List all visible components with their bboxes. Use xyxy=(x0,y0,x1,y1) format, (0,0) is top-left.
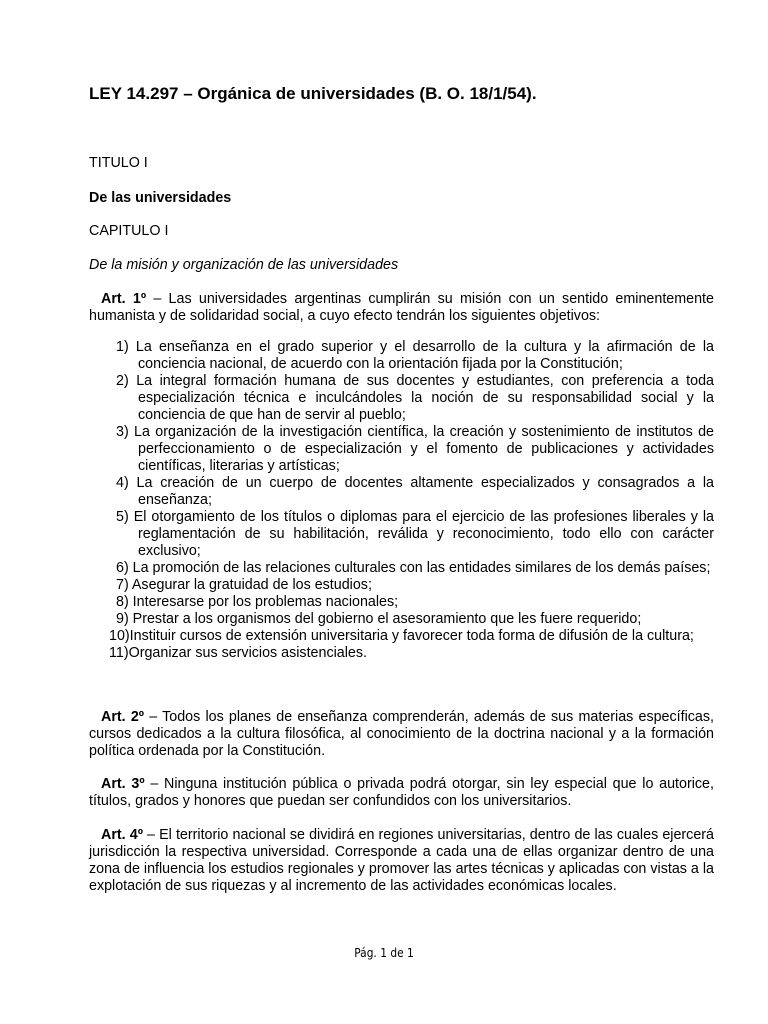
list-item: 4) La creación de un cuerpo de docentes altamente especializados y consagrados a la enseñanza; xyxy=(116,475,714,508)
titulo-name: De las universidades xyxy=(89,190,232,206)
titulo-heading: TITULO I xyxy=(89,155,148,171)
article-4-text: – El territorio nacional se dividirá en regiones universitarias, dentro de las cuales ejercerá jurisdicción la respectiva universidad. Corresponde a cada una de ellas organizar dentro de una zona de influencia los estudios regionales y promover las artes técnicas y aplicadas con vistas a la explotación de sus riquezas y al incremento de las actividades económicas locales. xyxy=(89,827,714,894)
article-1 xyxy=(89,291,714,325)
article-2-label: Art. 2º xyxy=(101,709,144,725)
capitulo-name: De la misión y organización de las universidades xyxy=(89,257,399,273)
list-item: 2) La integral formación humana de sus docentes y estudiantes, con preferencia a toda especialización técnica e inculcándoles la noción de su responsabilidad social y la conciencia de que han de servir al pueblo; xyxy=(116,373,714,423)
article-4-label: Art. 4º xyxy=(101,827,143,843)
list-item: 9) Prestar a los organismos del gobierno el asesoramiento que les fuere requerido; xyxy=(116,611,642,627)
article-3 xyxy=(89,776,714,810)
capitulo-heading: CAPITULO I xyxy=(89,223,169,239)
article-2-text: – Todos los planes de enseñanza comprenderán, además de sus materias específicas, cursos dedicados a la cultura filosófica, al conocimiento de la doctrina nacional y a la formación política ordenada por la Constitución. xyxy=(89,709,714,759)
article-1-label: Art. 1º xyxy=(101,291,147,307)
list-item: 1) La enseñanza en el grado superior y el desarrollo de la cultura y la afirmación de la conciencia nacional, de acuerdo con la orientación fijada por la Constitución; xyxy=(116,339,714,372)
list-item: 5) El otorgamiento de los títulos o diplomas para el ejercicio de las profesiones liberales y la reglamentación de su habilitación, reválida y reconocimiento, todo ello con carácter exclusivo; xyxy=(116,509,714,559)
article-4 xyxy=(89,827,714,895)
article-3-label: Art. 3º xyxy=(101,776,145,792)
list-item: 8) Interesarse por los problemas nacionales; xyxy=(116,594,399,610)
list-item: 10)Instituir cursos de extensión universitaria y favorecer toda forma de difusión de la cultura; xyxy=(109,628,694,644)
list-item: 6) La promoción de las relaciones culturales con las entidades similares de los demás países; xyxy=(116,560,711,576)
list-item: 3) La organización de la investigación científica, la creación y sostenimiento de institutos de perfeccionamiento o de especialización y el fomento de publicaciones y actividades científicas, literarias y artísticas; xyxy=(116,424,714,474)
page-number: Pág. 1 de 1 xyxy=(354,945,414,960)
article-3-text: – Ninguna institución pública o privada podrá otorgar, sin ley especial que lo autorice, títulos, grados y honores que puedan ser confundidos con los universitarios. xyxy=(89,776,714,809)
list-item: 11)Organizar sus servicios asistenciales. xyxy=(109,645,367,661)
law-title-publication: (B. O. 18/1/54). xyxy=(414,84,537,103)
article-1-objectives xyxy=(89,339,714,662)
law-title-bold: LEY 14.297 – Orgánica de universidades xyxy=(89,84,415,103)
law-title xyxy=(89,84,537,104)
article-1-text: – Las universidades argentinas cumplirán su misión con un sentido eminentemente humanista y de solidaridad social, a cuyo efecto tendrán los siguientes objetivos: xyxy=(89,291,714,324)
list-item: 7) Asegurar la gratuidad de los estudios; xyxy=(116,577,372,593)
article-2 xyxy=(89,709,714,760)
